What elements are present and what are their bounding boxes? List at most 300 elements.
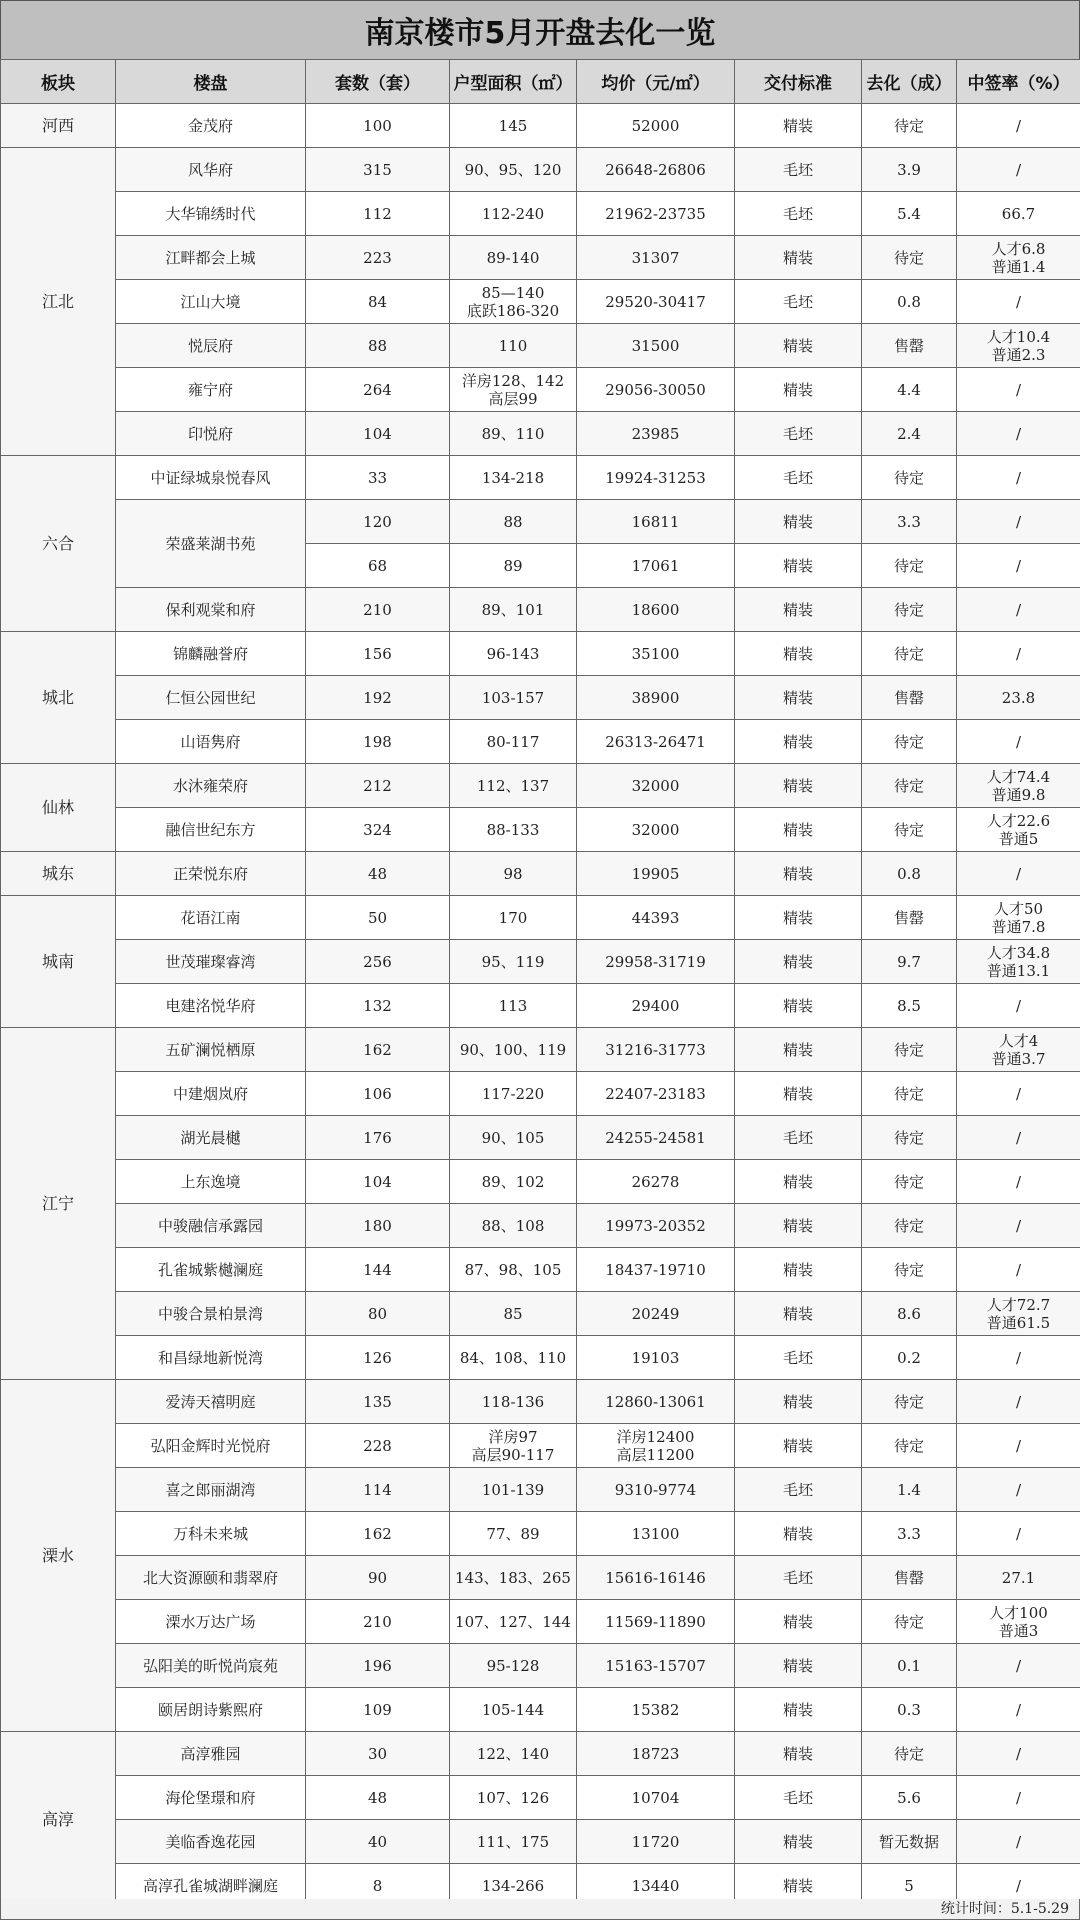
delivery-cell: 精装 — [735, 1072, 862, 1116]
price-cell: 29958-31719 — [577, 940, 735, 984]
delivery-cell: 精装 — [735, 1160, 862, 1204]
area-cell: 89、102 — [450, 1160, 577, 1204]
units-cell: 156 — [306, 632, 450, 676]
area-cell: 洋房97 高层90-117 — [450, 1424, 577, 1468]
project-name-cell: 江山大境 — [116, 280, 306, 324]
price-cell: 11569-11890 — [577, 1600, 735, 1644]
sold-cell: 售罄 — [862, 324, 957, 368]
table-row — [1, 192, 1080, 236]
units-cell: 68 — [306, 544, 450, 588]
header-project: 楼盘 — [116, 60, 306, 104]
units-cell: 126 — [306, 1336, 450, 1380]
project-name-cell: 山语隽府 — [116, 720, 306, 764]
project-name-cell: 荣盛莱湖书苑 — [116, 500, 306, 588]
table-row — [1, 1644, 1080, 1688]
delivery-cell: 毛坯 — [735, 1776, 862, 1820]
lottery-rate-cell: / — [957, 1204, 1080, 1248]
header-sold: 去化（成） — [862, 60, 957, 104]
region-cell: 高淳 — [1, 1732, 116, 1908]
price-cell: 16811 — [577, 500, 735, 544]
area-cell: 113 — [450, 984, 577, 1028]
units-cell: 144 — [306, 1248, 450, 1292]
sold-cell: 待定 — [862, 544, 957, 588]
project-name-cell: 北大资源颐和翡翠府 — [116, 1556, 306, 1600]
lottery-rate-cell: 人才22.6 普通5 — [957, 808, 1080, 852]
units-cell: 264 — [306, 368, 450, 412]
delivery-cell: 毛坯 — [735, 1556, 862, 1600]
sold-cell: 0.8 — [862, 280, 957, 324]
price-cell: 26313-26471 — [577, 720, 735, 764]
sold-cell: 售罄 — [862, 896, 957, 940]
table-title: 南京楼市5月开盘去化一览 — [0, 0, 1080, 60]
price-cell: 21962-23735 — [577, 192, 735, 236]
lottery-rate-cell: 人才34.8 普通13.1 — [957, 940, 1080, 984]
area-cell: 89、110 — [450, 412, 577, 456]
delivery-cell: 精装 — [735, 1732, 862, 1776]
sold-cell: 待定 — [862, 1732, 957, 1776]
project-name-cell: 湖光晨樾 — [116, 1116, 306, 1160]
price-cell: 18723 — [577, 1732, 735, 1776]
area-cell: 88-133 — [450, 808, 577, 852]
region-cell: 六合 — [1, 456, 116, 632]
lottery-rate-cell: / — [957, 1160, 1080, 1204]
table-row — [1, 1028, 1080, 1072]
price-cell: 13100 — [577, 1512, 735, 1556]
region-cell: 江北 — [1, 148, 116, 456]
lottery-rate-cell: / — [957, 720, 1080, 764]
sold-cell: 待定 — [862, 1380, 957, 1424]
area-cell: 95-128 — [450, 1644, 577, 1688]
price-cell: 38900 — [577, 676, 735, 720]
delivery-cell: 精装 — [735, 896, 862, 940]
table-row — [1, 984, 1080, 1028]
lottery-rate-cell: / — [957, 148, 1080, 192]
lottery-rate-cell: / — [957, 1688, 1080, 1732]
area-cell: 118-136 — [450, 1380, 577, 1424]
header-region: 板块 — [1, 60, 116, 104]
delivery-cell: 精装 — [735, 676, 862, 720]
lottery-rate-cell: / — [957, 1512, 1080, 1556]
delivery-cell: 精装 — [735, 1204, 862, 1248]
units-cell: 198 — [306, 720, 450, 764]
delivery-cell: 精装 — [735, 852, 862, 896]
price-cell: 29056-30050 — [577, 368, 735, 412]
project-name-cell: 孔雀城紫樾澜庭 — [116, 1248, 306, 1292]
region-cell: 江宁 — [1, 1028, 116, 1380]
region-cell: 仙林 — [1, 764, 116, 852]
area-cell: 170 — [450, 896, 577, 940]
delivery-cell: 精装 — [735, 104, 862, 148]
project-name-cell: 喜之郎丽湖湾 — [116, 1468, 306, 1512]
area-cell: 85—140 底跃186-320 — [450, 280, 577, 324]
project-name-cell: 溧水万达广场 — [116, 1600, 306, 1644]
area-cell: 143、183、265 — [450, 1556, 577, 1600]
lottery-rate-cell: / — [957, 412, 1080, 456]
units-cell: 106 — [306, 1072, 450, 1116]
delivery-cell: 精装 — [735, 984, 862, 1028]
table-row — [1, 1468, 1080, 1512]
lottery-rate-cell: / — [957, 852, 1080, 896]
project-name-cell: 融信世纪东方 — [116, 808, 306, 852]
delivery-cell: 精装 — [735, 764, 862, 808]
units-cell: 162 — [306, 1512, 450, 1556]
lottery-rate-cell: 人才100 普通3 — [957, 1600, 1080, 1644]
units-cell: 192 — [306, 676, 450, 720]
region-cell: 城北 — [1, 632, 116, 764]
table-row — [1, 1688, 1080, 1732]
sold-cell: 待定 — [862, 236, 957, 280]
lottery-rate-cell: / — [957, 544, 1080, 588]
units-cell: 104 — [306, 412, 450, 456]
lottery-rate-cell: 人才50 普通7.8 — [957, 896, 1080, 940]
sold-cell: 待定 — [862, 1028, 957, 1072]
header-row — [1, 60, 1080, 104]
project-name-cell: 中证绿城泉悦春风 — [116, 456, 306, 500]
sold-cell: 待定 — [862, 1600, 957, 1644]
table-row — [1, 456, 1080, 500]
table-row — [1, 1160, 1080, 1204]
area-cell: 80-117 — [450, 720, 577, 764]
lottery-rate-cell: / — [957, 1644, 1080, 1688]
units-cell: 114 — [306, 1468, 450, 1512]
table-row — [1, 632, 1080, 676]
lottery-rate-cell: / — [957, 1732, 1080, 1776]
project-name-cell: 美临香逸花园 — [116, 1820, 306, 1864]
price-cell: 20249 — [577, 1292, 735, 1336]
units-cell: 212 — [306, 764, 450, 808]
price-cell: 15163-15707 — [577, 1644, 735, 1688]
table-row — [1, 1776, 1080, 1820]
delivery-cell: 精装 — [735, 940, 862, 984]
table-row — [1, 1248, 1080, 1292]
lottery-rate-cell: / — [957, 500, 1080, 544]
project-name-cell: 中骏融信承露园 — [116, 1204, 306, 1248]
delivery-cell: 毛坯 — [735, 1116, 862, 1160]
project-name-cell: 江畔都会上城 — [116, 236, 306, 280]
table-row — [1, 1512, 1080, 1556]
lottery-rate-cell: 人才72.7 普通61.5 — [957, 1292, 1080, 1336]
units-cell: 109 — [306, 1688, 450, 1732]
stat-period-footer — [0, 1899, 1080, 1920]
sold-cell: 待定 — [862, 764, 957, 808]
lottery-rate-cell: 人才10.4 普通2.3 — [957, 324, 1080, 368]
sold-cell: 3.9 — [862, 148, 957, 192]
delivery-cell: 精装 — [735, 324, 862, 368]
sold-cell: 5.6 — [862, 1776, 957, 1820]
project-name-cell: 中骏合景柏景湾 — [116, 1292, 306, 1336]
region-cell: 溧水 — [1, 1380, 116, 1732]
delivery-cell: 毛坯 — [735, 148, 862, 192]
delivery-cell: 精装 — [735, 808, 862, 852]
price-cell: 15382 — [577, 1688, 735, 1732]
units-cell: 135 — [306, 1380, 450, 1424]
units-cell: 120 — [306, 500, 450, 544]
table-row — [1, 500, 1080, 544]
table-row — [1, 368, 1080, 412]
lottery-rate-cell: / — [957, 984, 1080, 1028]
price-cell: 15616-16146 — [577, 1556, 735, 1600]
header-lottery-rate: 中签率（%） — [957, 60, 1080, 104]
lottery-rate-cell: 人才4 普通3.7 — [957, 1028, 1080, 1072]
price-cell: 17061 — [577, 544, 735, 588]
lottery-rate-cell: / — [957, 632, 1080, 676]
price-cell: 10704 — [577, 1776, 735, 1820]
project-name-cell: 雍宁府 — [116, 368, 306, 412]
area-cell: 145 — [450, 104, 577, 148]
table-row — [1, 940, 1080, 984]
price-cell: 31216-31773 — [577, 1028, 735, 1072]
price-cell: 11720 — [577, 1820, 735, 1864]
units-cell: 162 — [306, 1028, 450, 1072]
area-cell: 88 — [450, 500, 577, 544]
sold-cell: 待定 — [862, 1204, 957, 1248]
units-cell: 84 — [306, 280, 450, 324]
table-body — [1, 104, 1080, 1908]
units-cell: 100 — [306, 104, 450, 148]
area-cell: 98 — [450, 852, 577, 896]
area-cell: 88、108 — [450, 1204, 577, 1248]
delivery-cell: 精装 — [735, 1644, 862, 1688]
sold-cell: 待定 — [862, 456, 957, 500]
units-cell: 30 — [306, 1732, 450, 1776]
delivery-cell: 精装 — [735, 1600, 862, 1644]
sold-cell: 1.4 — [862, 1468, 957, 1512]
price-cell: 19924-31253 — [577, 456, 735, 500]
table-row — [1, 764, 1080, 808]
price-cell: 19973-20352 — [577, 1204, 735, 1248]
lottery-rate-cell: 23.8 — [957, 676, 1080, 720]
area-cell: 107、126 — [450, 1776, 577, 1820]
sold-cell: 0.3 — [862, 1688, 957, 1732]
area-cell: 90、100、119 — [450, 1028, 577, 1072]
price-cell: 19103 — [577, 1336, 735, 1380]
sold-cell: 待定 — [862, 632, 957, 676]
lottery-rate-cell: / — [957, 1776, 1080, 1820]
units-cell: 90 — [306, 1556, 450, 1600]
sold-cell: 待定 — [862, 1116, 957, 1160]
lottery-rate-cell: / — [957, 1116, 1080, 1160]
delivery-cell: 精装 — [735, 588, 862, 632]
project-name-cell: 弘阳美的昕悦尚宸苑 — [116, 1644, 306, 1688]
price-cell: 26278 — [577, 1160, 735, 1204]
lottery-rate-cell: / — [957, 1248, 1080, 1292]
price-cell: 32000 — [577, 808, 735, 852]
table-row — [1, 1204, 1080, 1248]
sold-cell: 8.5 — [862, 984, 957, 1028]
delivery-cell: 精装 — [735, 1864, 862, 1908]
table-row — [1, 104, 1080, 148]
units-cell: 210 — [306, 1600, 450, 1644]
price-cell: 24255-24581 — [577, 1116, 735, 1160]
area-cell: 95、119 — [450, 940, 577, 984]
units-cell: 176 — [306, 1116, 450, 1160]
price-cell: 31500 — [577, 324, 735, 368]
sold-cell: 9.7 — [862, 940, 957, 984]
table-row — [1, 1292, 1080, 1336]
project-name-cell: 保利观棠和府 — [116, 588, 306, 632]
units-cell: 315 — [306, 148, 450, 192]
delivery-cell: 精装 — [735, 1292, 862, 1336]
table-row — [1, 1600, 1080, 1644]
region-cell: 河西 — [1, 104, 116, 148]
price-cell: 洋房12400 高层11200 — [577, 1424, 735, 1468]
area-cell: 洋房128、142 高层99 — [450, 368, 577, 412]
sold-cell: 3.3 — [862, 500, 957, 544]
delivery-cell: 精装 — [735, 632, 862, 676]
area-cell: 85 — [450, 1292, 577, 1336]
table-row — [1, 324, 1080, 368]
table-row — [1, 1820, 1080, 1864]
area-cell: 111、175 — [450, 1820, 577, 1864]
region-cell: 城南 — [1, 896, 116, 1028]
delivery-cell: 精装 — [735, 1820, 862, 1864]
lottery-rate-cell: / — [957, 1336, 1080, 1380]
table-row — [1, 412, 1080, 456]
area-cell: 112、137 — [450, 764, 577, 808]
sold-cell: 8.6 — [862, 1292, 957, 1336]
table-row — [1, 896, 1080, 940]
lottery-rate-cell: 人才74.4 普通9.8 — [957, 764, 1080, 808]
project-name-cell: 悦辰府 — [116, 324, 306, 368]
units-cell: 104 — [306, 1160, 450, 1204]
sold-cell: 待定 — [862, 1072, 957, 1116]
area-cell: 89 — [450, 544, 577, 588]
units-cell: 223 — [306, 236, 450, 280]
lottery-rate-cell: 27.1 — [957, 1556, 1080, 1600]
project-name-cell: 世茂璀璨睿湾 — [116, 940, 306, 984]
project-name-cell: 印悦府 — [116, 412, 306, 456]
delivery-cell: 精装 — [735, 1512, 862, 1556]
table-row — [1, 1072, 1080, 1116]
price-cell: 13440 — [577, 1864, 735, 1908]
price-cell: 32000 — [577, 764, 735, 808]
units-cell: 228 — [306, 1424, 450, 1468]
units-cell: 256 — [306, 940, 450, 984]
header-area: 户型面积（㎡） — [450, 60, 577, 104]
sold-cell: 待定 — [862, 720, 957, 764]
area-cell: 77、89 — [450, 1512, 577, 1556]
area-cell: 90、95、120 — [450, 148, 577, 192]
area-cell: 103-157 — [450, 676, 577, 720]
price-cell: 12860-13061 — [577, 1380, 735, 1424]
area-cell: 96-143 — [450, 632, 577, 676]
project-name-cell: 爱涛天禧明庭 — [116, 1380, 306, 1424]
price-cell: 19905 — [577, 852, 735, 896]
sold-cell: 0.8 — [862, 852, 957, 896]
delivery-cell: 精装 — [735, 1688, 862, 1732]
table-row — [1, 1336, 1080, 1380]
price-cell: 52000 — [577, 104, 735, 148]
delivery-cell: 毛坯 — [735, 1468, 862, 1512]
project-name-cell: 锦麟融誉府 — [116, 632, 306, 676]
lottery-rate-cell: / — [957, 1468, 1080, 1512]
lottery-rate-cell: / — [957, 456, 1080, 500]
area-cell: 112-240 — [450, 192, 577, 236]
price-cell: 9310-9774 — [577, 1468, 735, 1512]
table-row — [1, 148, 1080, 192]
lottery-rate-cell: / — [957, 1820, 1080, 1864]
price-cell: 22407-23183 — [577, 1072, 735, 1116]
table-row — [1, 588, 1080, 632]
project-name-cell: 颐居朗诗紫熙府 — [116, 1688, 306, 1732]
table-row — [1, 720, 1080, 764]
lottery-rate-cell: 人才6.8 普通1.4 — [957, 236, 1080, 280]
area-cell: 89-140 — [450, 236, 577, 280]
delivery-cell: 毛坯 — [735, 192, 862, 236]
stat-period-text: 统计时间：5.1-5.29 — [940, 1901, 1069, 1917]
area-cell: 117-220 — [450, 1072, 577, 1116]
sold-cell: 3.3 — [862, 1512, 957, 1556]
sales-table — [0, 59, 1080, 1908]
area-cell: 84、108、110 — [450, 1336, 577, 1380]
project-name-cell: 仁恒公园世纪 — [116, 676, 306, 720]
price-cell: 23985 — [577, 412, 735, 456]
project-name-cell: 高淳孔雀城湖畔澜庭 — [116, 1864, 306, 1908]
table-row — [1, 1556, 1080, 1600]
table-row — [1, 1116, 1080, 1160]
lottery-rate-cell: / — [957, 1864, 1080, 1908]
sold-cell: 待定 — [862, 104, 957, 148]
area-cell: 89、101 — [450, 588, 577, 632]
delivery-cell: 精装 — [735, 1380, 862, 1424]
lottery-rate-cell: / — [957, 1072, 1080, 1116]
units-cell: 210 — [306, 588, 450, 632]
delivery-cell: 精装 — [735, 368, 862, 412]
project-name-cell: 和昌绿地新悦湾 — [116, 1336, 306, 1380]
area-cell: 101-139 — [450, 1468, 577, 1512]
sold-cell: 售罄 — [862, 1556, 957, 1600]
project-name-cell: 中建烟岚府 — [116, 1072, 306, 1116]
units-cell: 180 — [306, 1204, 450, 1248]
sold-cell: 待定 — [862, 1424, 957, 1468]
price-cell: 29400 — [577, 984, 735, 1028]
project-name-cell: 五矿澜悦栖原 — [116, 1028, 306, 1072]
units-cell: 33 — [306, 456, 450, 500]
project-name-cell: 正荣悦东府 — [116, 852, 306, 896]
project-name-cell: 弘阳金辉时光悦府 — [116, 1424, 306, 1468]
area-cell: 105-144 — [450, 1688, 577, 1732]
delivery-cell: 精装 — [735, 720, 862, 764]
lottery-rate-cell: / — [957, 588, 1080, 632]
project-name-cell: 高淳雅园 — [116, 1732, 306, 1776]
delivery-cell: 精装 — [735, 500, 862, 544]
sold-cell: 待定 — [862, 1248, 957, 1292]
lottery-rate-cell: 66.7 — [957, 192, 1080, 236]
delivery-cell: 精装 — [735, 1028, 862, 1072]
project-name-cell: 风华府 — [116, 148, 306, 192]
sold-cell: 0.2 — [862, 1336, 957, 1380]
project-name-cell: 海伦堡璟和府 — [116, 1776, 306, 1820]
table-row — [1, 852, 1080, 896]
area-cell: 90、105 — [450, 1116, 577, 1160]
units-cell: 80 — [306, 1292, 450, 1336]
table-row — [1, 676, 1080, 720]
sold-cell: 4.4 — [862, 368, 957, 412]
project-name-cell: 电建洺悦华府 — [116, 984, 306, 1028]
region-cell: 城东 — [1, 852, 116, 896]
sold-cell: 0.1 — [862, 1644, 957, 1688]
delivery-cell: 精装 — [735, 236, 862, 280]
delivery-cell: 精装 — [735, 1424, 862, 1468]
table-row — [1, 236, 1080, 280]
lottery-rate-cell: / — [957, 280, 1080, 324]
sold-cell: 待定 — [862, 808, 957, 852]
delivery-cell: 毛坯 — [735, 1336, 862, 1380]
units-cell: 48 — [306, 1776, 450, 1820]
table-row — [1, 280, 1080, 324]
delivery-cell: 精装 — [735, 1248, 862, 1292]
delivery-cell: 毛坯 — [735, 280, 862, 324]
